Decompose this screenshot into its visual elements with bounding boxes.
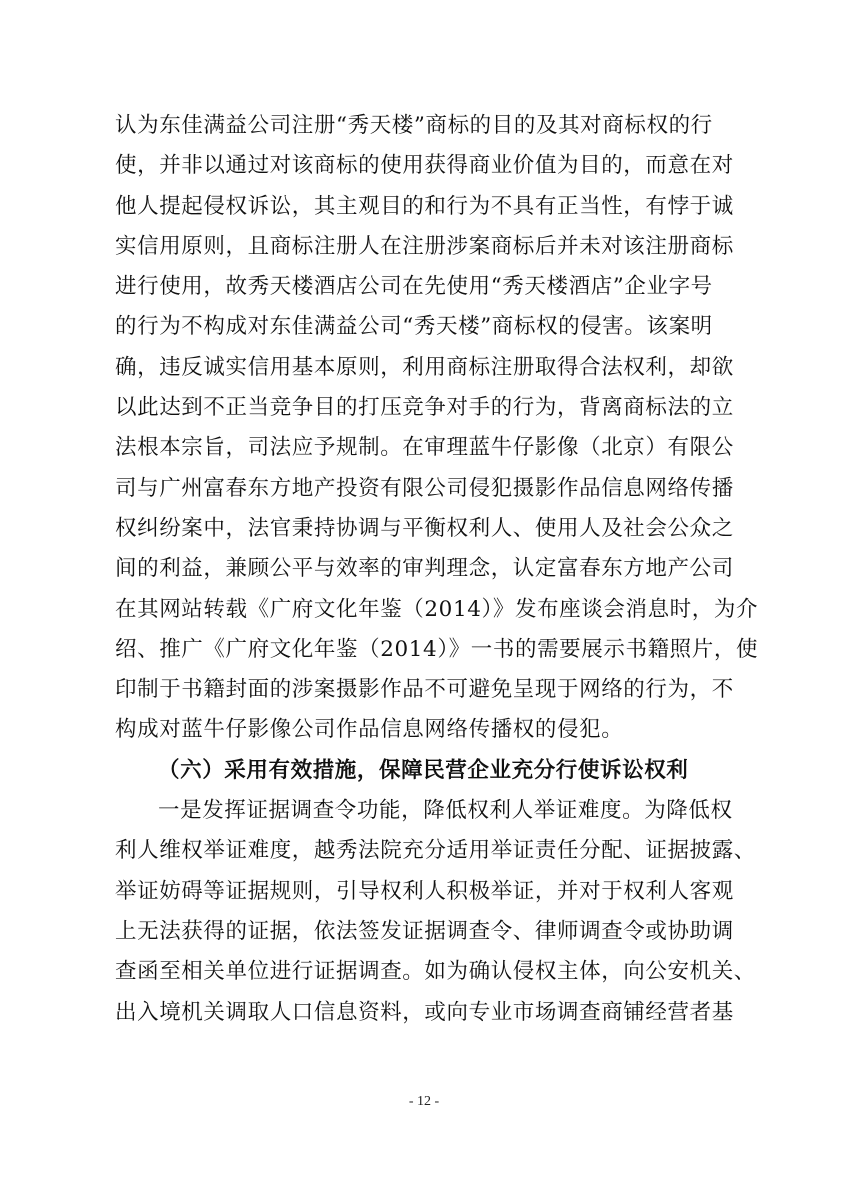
text-line: 利人维权举证难度，越秀法院充分适用举证责任分配、证据披露、 xyxy=(115,838,756,864)
text-line: 上无法获得的证据，依法签发证据调查令、律师调查令或协助调 xyxy=(115,918,734,944)
text-line: 构成对蓝牛仔影像公司作品信息网络传播权的侵犯。 xyxy=(115,717,624,743)
page-number: - 12 - xyxy=(408,1094,440,1109)
text-line: 以此达到不正当竞争目的打压竞争对手的行为，背离商标法的立 xyxy=(115,395,734,421)
text-line: 认为东佳满益公司注册“秀天楼”商标的目的及其对商标权的行 xyxy=(115,113,713,138)
text-line: 出入境机关调取人口信息资料，或向专业市场调查商铺经营者基 xyxy=(115,999,734,1025)
paragraph-first-line: 一是发挥证据调查令功能，降低权利人举证难度。为降低权 xyxy=(158,798,733,824)
text-line: 进行使用，故秀天楼酒店公司在先使用“秀天楼酒店”企业字号 xyxy=(115,274,713,300)
text-line: 绍、推广《广府文化年鉴（2014）》一书的需要展示书籍照片，使 xyxy=(115,636,759,662)
section-heading: （六）采用有效措施，保障民营企业充分行使诉讼权利 xyxy=(158,757,689,783)
text-line: 司与广州富春东方地产投资有限公司侵犯摄影作品信息网络传播 xyxy=(115,475,734,501)
text-line: 法根本宗旨，司法应予规制。在审理蓝牛仔影像（北京）有限公 xyxy=(115,435,734,461)
text-line: 举证妨碍等证据规则，引导权利人积极举证，并对于权利人客观 xyxy=(115,878,734,904)
text-line: 确，违反诚实信用基本原则，利用商标注册取得合法权利，却欲 xyxy=(115,354,734,380)
body-text xyxy=(115,106,759,1033)
text-line: 印制于书籍封面的涉案摄影作品不可避免呈现于网络的行为，不 xyxy=(115,677,734,703)
text-line: 权纠纷案中，法官秉持协调与平衡权利人、使用人及社会公众之 xyxy=(115,515,734,541)
text-line: 实信用原则，且商标注册人在注册涉案商标后并未对该注册商标 xyxy=(115,233,734,259)
text-line: 他人提起侵权诉讼，其主观目的和行为不具有正当性，有悖于诚 xyxy=(115,193,734,219)
text-line: 使，并非以通过对该商标的使用获得商业价值为目的，而意在对 xyxy=(115,153,734,179)
text-line: 间的利益，兼顾公平与效率的审判理念，认定富春东方地产公司 xyxy=(115,556,734,582)
text-line: 在其网站转载《广府文化年鉴（2014）》发布座谈会消息时，为介 xyxy=(115,596,759,622)
text-line: 的行为不构成对东佳满益公司“秀天楼”商标权的侵害。该案明 xyxy=(115,314,713,340)
text-line: 查函至相关单位进行证据调查。如为确认侵权主体，向公安机关、 xyxy=(115,959,756,985)
